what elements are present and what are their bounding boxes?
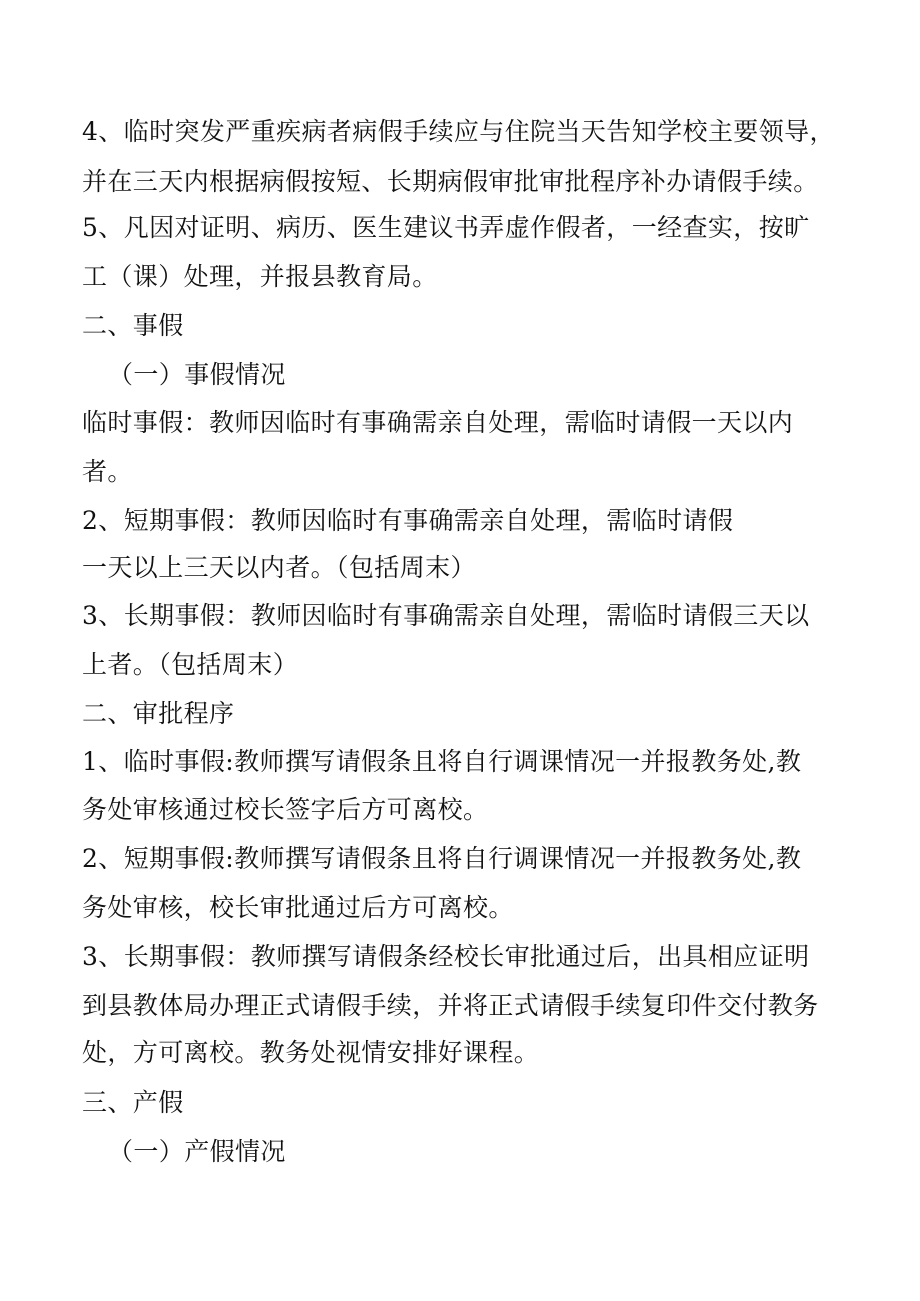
text-line: 2、短期事假:教师撰写请假条且将自行调课情况一并报教务处,教 [82, 844, 802, 873]
text-line: 3、长期事假：教师因临时有事确需亲自处理，需临时请假三天以 [82, 601, 810, 630]
text-line: 者。 [82, 457, 133, 486]
text-line: 1、临时事假:教师撰写请假条且将自行调课情况一并报教务处,教 [82, 747, 802, 776]
section-heading: 二、事假 [82, 311, 184, 340]
text-line: 到县教体局办理正式请假手续，并将正式请假手续复印件交付教务 [82, 991, 819, 1020]
subsection-heading: （一）事假情况 [108, 360, 286, 389]
text-line: 上者。（包括周末） [82, 650, 299, 679]
text-line: 处，方可离校。教务处视情安排好课程。 [82, 1038, 540, 1067]
text-line: 4、临时突发严重疾病者病假手续应与住院当天告知学校主要领导， [82, 117, 835, 146]
text-line: 2、短期事假：教师因临时有事确需亲自处理，需临时请假 [82, 506, 734, 535]
text-line: 3、长期事假：教师撰写请假条经校长审批通过后，出具相应证明 [82, 942, 810, 971]
section-heading: 二、审批程序 [82, 699, 235, 728]
subsection-heading: （一）产假情况 [108, 1137, 286, 1166]
text-line: 务处审核通过校长签字后方可离校。 [82, 795, 489, 824]
text-line: 并在三天内根据病假按短、长期病假审批审批程序补办请假手续。 [82, 167, 819, 196]
text-line: 临时事假：教师因临时有事确需亲自处理，需临时请假一天以内 [82, 408, 794, 437]
text-line: 工（课）处理，并报县教育局。 [82, 262, 438, 291]
section-heading: 三、产假 [82, 1088, 184, 1117]
text-line: 务处审核，校长审批通过后方可离校。 [82, 893, 514, 922]
text-line: 5、凡因对证明、病历、医生建议书弄虚作假者，一经查实，按旷 [82, 213, 810, 242]
text-line: 一天以上三天以内者。（包括周末） [82, 553, 476, 582]
